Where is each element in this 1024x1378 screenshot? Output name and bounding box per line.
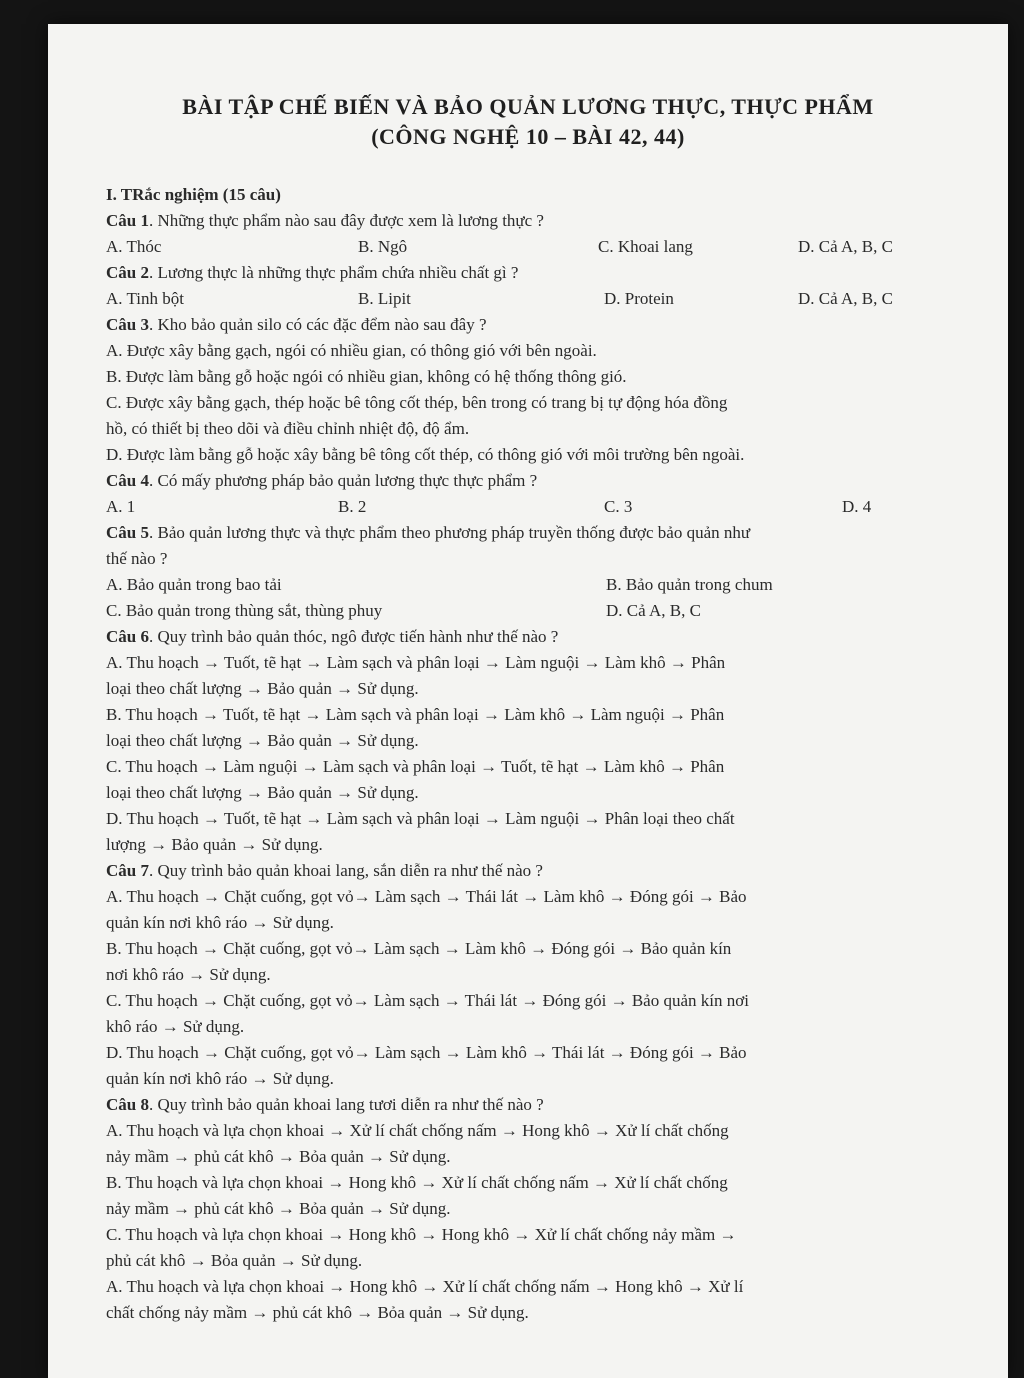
option-b: B. Bảo quản trong chum xyxy=(606,575,773,594)
option-a: A. Thóc xyxy=(106,237,162,256)
question-text: . Quy trình bảo quản khoai lang, sắn diễn ra như thế nào ? xyxy=(148,861,543,880)
question-text: . Lương thực là những thực phẩm chứa nhiều chất gì ? xyxy=(148,263,519,282)
question-text: . Quy trình bảo quản thóc, ngô được tiến hành như thế nào ? xyxy=(148,627,559,646)
question-2 xyxy=(106,260,986,286)
option-line: nảy mầm → phủ cát khô → Bỏa quản → Sử dụng. xyxy=(106,1199,451,1218)
question-label: Câu 7 xyxy=(106,861,149,880)
option-line: loại theo chất lượng → Bảo quản → Sử dụng. xyxy=(106,731,419,750)
option-line: chất chống nảy mầm → phủ cát khô → Bỏa quản → Sử dụng. xyxy=(106,1303,529,1322)
option-c: C. Khoai lang xyxy=(598,237,693,256)
question-label: Câu 2 xyxy=(106,263,149,282)
section-heading: I. TRắc nghiệm (15 câu) xyxy=(106,185,281,204)
option-line: lượng → Bảo quản → Sử dụng. xyxy=(106,835,323,854)
question-4-options xyxy=(106,494,986,520)
option-line: loại theo chất lượng → Bảo quản → Sử dụng. xyxy=(106,783,419,802)
question-text: . Những thực phẩm nào sau đây được xem là lương thực ? xyxy=(148,211,544,230)
option-line: khô ráo → Sử dụng. xyxy=(106,1017,245,1036)
option-line: B. Thu hoạch và lựa chọn khoai → Hong khô → Xử lí chất chống nấm → Xử lí chất chống xyxy=(106,1173,728,1192)
option-line: D. Thu hoạch → Chặt cuống, gọt vỏ→ Làm sạch → Làm khô → Thái lát → Đóng gói → Bảo xyxy=(106,1043,747,1062)
option-line: C. Thu hoạch → Chặt cuống, gọt vỏ→ Làm sạch → Thái lát → Đóng gói → Bảo quản kín nơi xyxy=(106,991,749,1010)
option-line: B. Thu hoạch → Chặt cuống, gọt vỏ→ Làm sạch → Làm khô → Đóng gói → Bảo quản kín xyxy=(106,939,732,958)
option-line: A. Thu hoạch → Chặt cuống, gọt vỏ→ Làm sạch → Thái lát → Làm khô → Đóng gói → Bảo xyxy=(106,887,747,906)
option-c: D. Protein xyxy=(604,289,674,308)
question-label: Câu 5 xyxy=(106,523,149,542)
question-text: . Bảo quản lương thực và thực phẩm theo phương pháp truyền thống được bảo quản như xyxy=(148,523,751,542)
option-line: A. Thu hoạch → Tuốt, tẽ hạt → Làm sạch và phân loại → Làm nguội → Làm khô → Phân xyxy=(106,653,726,672)
question-text: . Kho bảo quản silo có các đặc đểm nào sau đây ? xyxy=(148,315,487,334)
option-d: D. Cả A, B, C xyxy=(798,237,893,256)
option-b: B. 2 xyxy=(338,497,367,516)
question-3 xyxy=(106,312,986,338)
question-label: Câu 1 xyxy=(106,211,149,230)
option-line: A. Thu hoạch và lựa chọn khoai → Xử lí chất chống nấm → Hong khô → Xử lí chất chống xyxy=(106,1121,729,1140)
document-subtitle: (CÔNG NGHỆ 10 – BÀI 42, 44) xyxy=(371,124,685,149)
option-line: C. Được xây bằng gạch, thép hoặc bê tông cốt thép, bên trong có trang bị tự động hóa đồng xyxy=(106,393,728,412)
option-d: D. 4 xyxy=(842,497,872,516)
question-label: Câu 8 xyxy=(106,1095,149,1114)
option-a: A. Bảo quản trong bao tải xyxy=(106,575,282,594)
option-line: phủ cát khô → Bỏa quản → Sử dụng. xyxy=(106,1251,363,1270)
option-line: A. Được xây bằng gạch, ngói có nhiều gian, có thông gió với bên ngoài. xyxy=(106,341,597,360)
option-line: D. Được làm bằng gỗ hoặc xây bằng bê tông cốt thép, có thông gió với môi trường bên ngoài. xyxy=(106,445,745,464)
question-1-options xyxy=(106,234,986,260)
option-line: quản kín nơi khô ráo → Sử dụng. xyxy=(106,913,334,932)
option-c: C. 3 xyxy=(604,497,633,516)
option-line: A. Thu hoạch và lựa chọn khoai → Hong khô → Xử lí chất chống nấm → Hong khô → Xử lí xyxy=(106,1277,744,1296)
question-label: Câu 6 xyxy=(106,627,149,646)
option-b: B. Lipit xyxy=(358,289,411,308)
option-a: A. 1 xyxy=(106,497,136,516)
question-5-options-row2 xyxy=(106,598,986,624)
question-5-options-row1 xyxy=(106,572,986,598)
option-line: hồ, có thiết bị theo dõi và điều chỉnh nhiệt độ, độ ẩm. xyxy=(106,419,470,438)
question-2-options xyxy=(106,286,986,312)
option-line: B. Được làm bằng gỗ hoặc ngói có nhiều gian, không có hệ thống thông gió. xyxy=(106,367,627,386)
question-5-text-continued: thế nào ? xyxy=(106,549,168,568)
option-c: C. Bảo quản trong thùng sắt, thùng phuy xyxy=(106,601,383,620)
option-line: C. Thu hoạch và lựa chọn khoai → Hong khô → Hong khô → Xử lí chất chống nảy mầm → xyxy=(106,1225,737,1244)
question-text: . Có mấy phương pháp bảo quản lương thực thực phẩm ? xyxy=(148,471,538,490)
question-label: Câu 3 xyxy=(106,315,149,334)
question-label: Câu 4 xyxy=(106,471,149,490)
option-line: nơi khô ráo → Sử dụng. xyxy=(106,965,271,984)
option-line: B. Thu hoạch → Tuốt, tẽ hạt → Làm sạch và phân loại → Làm khô → Làm nguội → Phân xyxy=(106,705,725,724)
question-7 xyxy=(106,858,986,884)
option-a: A. Tinh bột xyxy=(106,289,184,308)
option-d: D. Cả A, B, C xyxy=(798,289,893,308)
option-line: nảy mầm → phủ cát khô → Bỏa quản → Sử dụng. xyxy=(106,1147,451,1166)
question-4 xyxy=(106,468,986,494)
question-text: . Quy trình bảo quản khoai lang tươi diễn ra như thế nào ? xyxy=(148,1095,544,1114)
option-line: quản kín nơi khô ráo → Sử dụng. xyxy=(106,1069,334,1088)
option-line: D. Thu hoạch → Tuốt, tẽ hạt → Làm sạch và phân loại → Làm nguội → Phân loại theo chất xyxy=(106,809,735,828)
question-8 xyxy=(106,1092,986,1118)
option-b: B. Ngô xyxy=(358,237,408,256)
document-page xyxy=(48,24,1008,1378)
question-6 xyxy=(106,624,986,650)
question-1 xyxy=(106,208,986,234)
option-line: loại theo chất lượng → Bảo quản → Sử dụng. xyxy=(106,679,419,698)
option-d: D. Cả A, B, C xyxy=(606,601,701,620)
question-5 xyxy=(106,520,986,546)
document-body xyxy=(106,182,986,1326)
document-title: BÀI TẬP CHẾ BIẾN VÀ BẢO QUẢN LƯƠNG THỰC, THỰC PHẨM xyxy=(182,94,874,119)
option-line: C. Thu hoạch → Làm nguội → Làm sạch và phân loại → Tuốt, tẽ hạt → Làm khô → Phân xyxy=(106,757,725,776)
